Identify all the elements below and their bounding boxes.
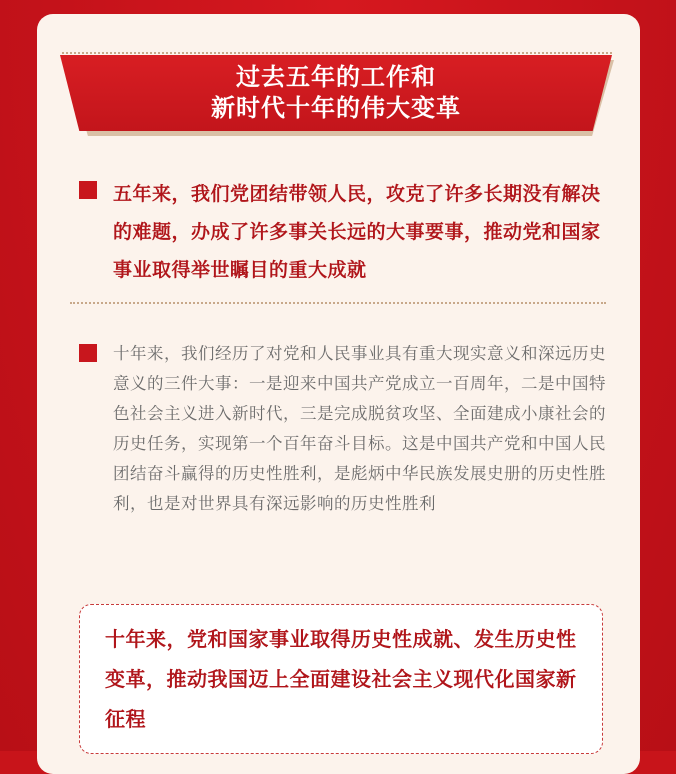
ten-years-paragraph: 十年来，我们经历了对党和人民事业具有重大现实意义和深远历史意义的三件大事：一是迎来中国共产党成立一百周年，二是中国特色社会主义进入新时代，三是完成脱贫攻坚、全面建成小康社会的历史任务，实现第一个百年奋斗目标。这是中国共产党和中国人民团结奋斗赢得的历史性胜利，是彪炳中华民族发展史册的历史性胜利，也是对世界具有深远影响的历史性胜利 [113, 344, 606, 513]
bullet-square-icon [79, 344, 97, 362]
summary-text: 十年来，党和国家事业取得历史性成就、发生历史性变革，推动我国迈上全面建设社会主义现代化国家新征程 [105, 627, 577, 731]
five-years-paragraph: 五年来，我们党团结带领人民，攻克了许多长期没有解决的难题，办成了许多事关长远的大事要事，推动党和国家事业取得举世瞩目的重大成就 [113, 183, 601, 281]
section-divider [70, 302, 606, 304]
page-title [60, 62, 612, 124]
bullet-square-icon [79, 181, 97, 199]
top-divider [62, 52, 612, 54]
title-line-2: 新时代十年的伟大变革 [211, 94, 461, 122]
title-line-1: 过去五年的工作和 [236, 63, 436, 91]
